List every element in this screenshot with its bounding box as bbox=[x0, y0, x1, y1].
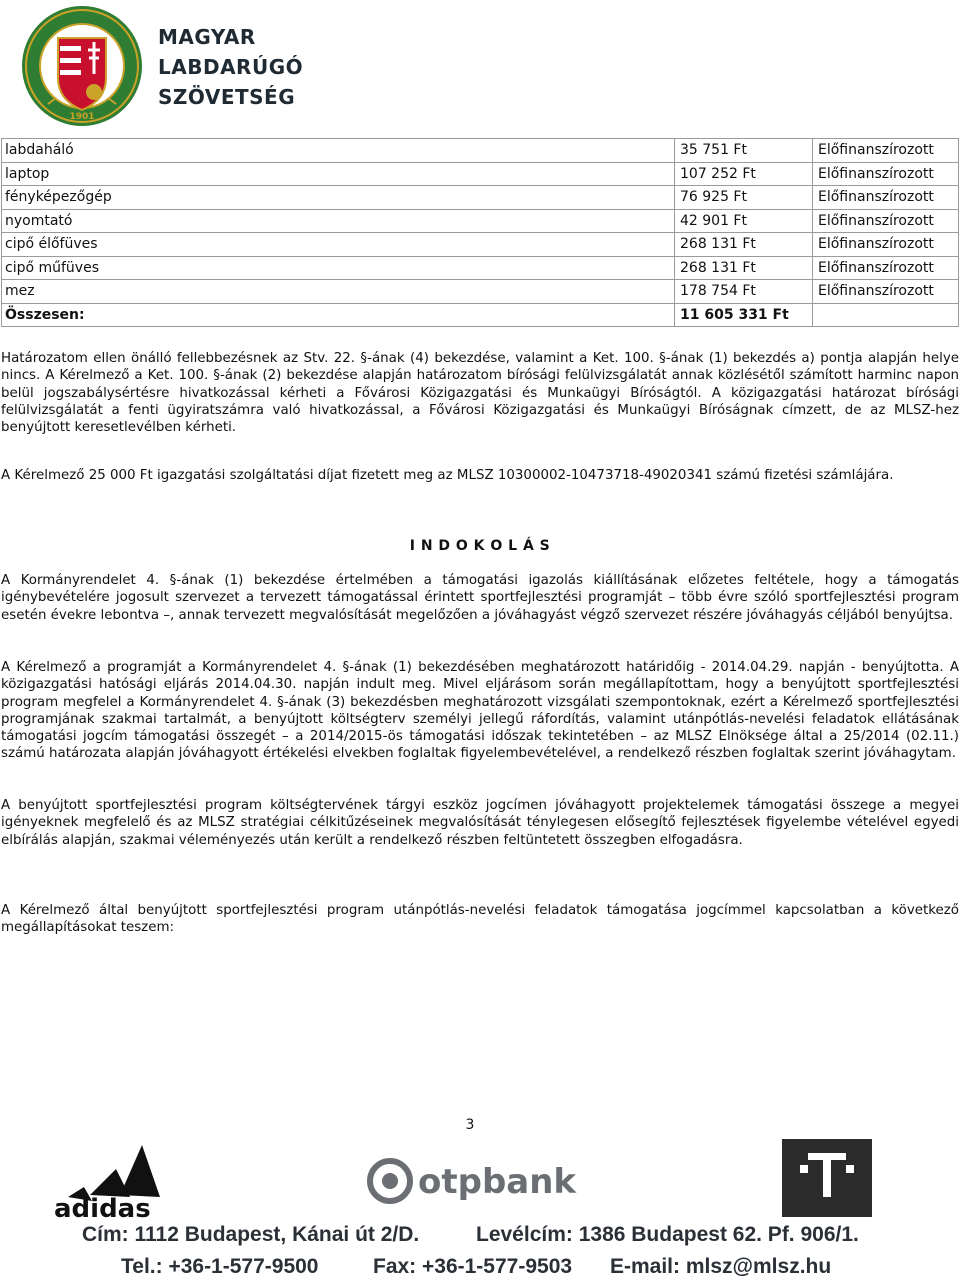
telekom-logo bbox=[782, 1139, 872, 1217]
procedure-paragraph: A Kérelmező a programját a Kormányrendelet 4. §-ának (1) bekezdésében meghatározott határidőig - 2014.04.29. napján - benyújtotta. A közigazgatási hatósági eljárás 2014.04.30. napján indult meg. Mivel eljárásom során megállapítottam, hogy a benyújtott sportfejlesztési program megfelel a Kormányrendelet 4. §-ának (3) bekezdésben meghatározott vizsgálati szempontoknak, ezért a Kérelmező sportfejlesztési programjának szakmai tartalmát, a benyújtott költségterv személyi jellegű ráfordítás, valamint utánpótlás-nevelési feladatok ellátásának támogatási jogcím támogatási összegét – a 2014/2015-ös támogatási időszak tekintetében – az MLSZ Elnöksége által a 25/2014 (02.11.) számú határozata alapján jóváhagyott értékelési elvekben foglaltak figyelembevételével, a rendelkező részben foglaltak szerint jóváhagytam. bbox=[1, 660, 959, 762]
item-name-cell: cipő műfüves bbox=[2, 256, 675, 280]
phone-number: Tel.: +36-1-577-9500 bbox=[121, 1255, 319, 1278]
otpbank-wordmark: otpbank bbox=[418, 1162, 577, 1202]
amount-cell: 268 131 Ft bbox=[675, 233, 813, 257]
status-cell: Előfinanszírozott bbox=[813, 162, 959, 186]
sponsor-footer bbox=[0, 1135, 960, 1283]
amount-cell: 35 751 Ft bbox=[675, 139, 813, 163]
item-name-cell: laptop bbox=[2, 162, 675, 186]
table-row bbox=[2, 186, 959, 210]
equipment-table bbox=[1, 138, 959, 327]
mlsz-crest-logo bbox=[18, 4, 146, 128]
fee-paragraph: A Kérelmező 25 000 Ft igazgatási szolgáltatási díjat fizetett meg az MLSZ 10300002-10473718-49020341 számú fizetési számlájára. bbox=[1, 468, 894, 483]
status-cell: Előfinanszírozott bbox=[813, 280, 959, 304]
status-cell: Előfinanszírozott bbox=[813, 256, 959, 280]
mailing-address: Levélcím: 1386 Budapest 62. Pf. 906/1. bbox=[476, 1223, 859, 1246]
empty-cell bbox=[813, 303, 959, 327]
item-name-cell: fényképezőgép bbox=[2, 186, 675, 210]
findings-intro-paragraph: A Kérelmező által benyújtott sportfejlesztési program utánpótlás-nevelési feladatok támogatása jogcímmel kapcsolatban a következő megállapításokat teszem: bbox=[1, 903, 959, 936]
status-cell: Előfinanszírozott bbox=[813, 139, 959, 163]
email-address[interactable]: E-mail: mlsz@mlsz.hu bbox=[610, 1255, 832, 1278]
street-address: Cím: 1112 Budapest, Kánai út 2/D. bbox=[82, 1223, 420, 1246]
status-cell: Előfinanszírozott bbox=[813, 186, 959, 210]
appeal-paragraph: Határozatom ellen önálló fellebbezésnek az Stv. 22. §-ának (4) bekezdése, valamint a Ket. 100. §-ának (1) bekezdés a) pontja alapján helye nincs. A Kérelmező a Ket. 100. §-ának (2) bekezdése alapján határozatom bírósági felülvizsgálatát annak közlésétől számított harminc napon belül jogszabálysértésre hivatkozással kérheti a Fővárosi Közigazgatási és Munkaügyi Bíróságtól. A közigazgatási határozat bírósági felülvizsgálatát a fenti ügyiratszámra való hivatkozással, a Fővárosi Közigazgatási és Munkaügyi Bíróságnak címzett, de az MLSZ-hez benyújtott keresetlevélben kérheti. bbox=[1, 351, 959, 436]
table-row bbox=[2, 139, 959, 163]
item-name-cell: nyomtató bbox=[2, 209, 675, 233]
page-number: 3 bbox=[465, 1117, 475, 1133]
adidas-logo bbox=[50, 1139, 190, 1219]
brand-wordmark bbox=[158, 22, 303, 112]
amount-cell: 268 131 Ft bbox=[675, 256, 813, 280]
status-cell: Előfinanszírozott bbox=[813, 209, 959, 233]
amount-cell: 76 925 Ft bbox=[675, 186, 813, 210]
table-row bbox=[2, 209, 959, 233]
total-label-cell: Összesen: bbox=[2, 303, 675, 327]
svg-text:1901: 1901 bbox=[69, 112, 95, 122]
table-row bbox=[2, 280, 959, 304]
total-row bbox=[2, 303, 959, 327]
otpbank-logo bbox=[364, 1155, 594, 1215]
cost-plan-paragraph: A benyújtott sportfejlesztési program költségtervének tárgyi eszköz jogcímen jóváhagyott projektelemek támogatási összege a megyei igényeknek megfelelő és az MLSZ stratégiai célkitűzéseinek megvalósítását ténylegesen elősegítő fejlesztések figyelembe vételével egyedi elbírálás alapján, szakmai véleményezés után került a rendelkező részben feltüntetett összegben elfogadásra. bbox=[1, 798, 959, 848]
table-row bbox=[2, 162, 959, 186]
brand-line-2: LABDARÚGÓ bbox=[158, 55, 304, 79]
table-row bbox=[2, 233, 959, 257]
status-cell: Előfinanszírozott bbox=[813, 233, 959, 257]
adidas-wordmark: adidas bbox=[54, 1194, 151, 1219]
item-name-cell: labdaháló bbox=[2, 139, 675, 163]
regulation-paragraph: A Kormányrendelet 4. §-ának (1) bekezdése értelmében a támogatási igazolás kiállításának előzetes feltétele, hogy a támogatás igénybevételére jogosult szervezet a tervezett támogatással érintett sportfejlesztési programját – több évre szóló sportfejlesztési program esetén évekre lebontva –, annak tervezett megvalósítását megelőzően a jóváhagyást végző szervezet részére jóváhagyás céljából benyújtsa. bbox=[1, 573, 959, 623]
table-row bbox=[2, 256, 959, 280]
brand-line-3: SZÖVETSÉG bbox=[158, 85, 296, 109]
section-heading: I N D O K O L Á S bbox=[409, 538, 551, 554]
brand-line-1: MAGYAR bbox=[158, 25, 256, 49]
total-amount-cell: 11 605 331 Ft bbox=[675, 303, 813, 327]
item-name-cell: mez bbox=[2, 280, 675, 304]
amount-cell: 178 754 Ft bbox=[675, 280, 813, 304]
item-name-cell: cipő élőfüves bbox=[2, 233, 675, 257]
fax-number: Fax: +36-1-577-9503 bbox=[373, 1255, 573, 1278]
equipment-table-body bbox=[2, 139, 959, 327]
letterhead bbox=[0, 0, 960, 130]
amount-cell: 107 252 Ft bbox=[675, 162, 813, 186]
amount-cell: 42 901 Ft bbox=[675, 209, 813, 233]
